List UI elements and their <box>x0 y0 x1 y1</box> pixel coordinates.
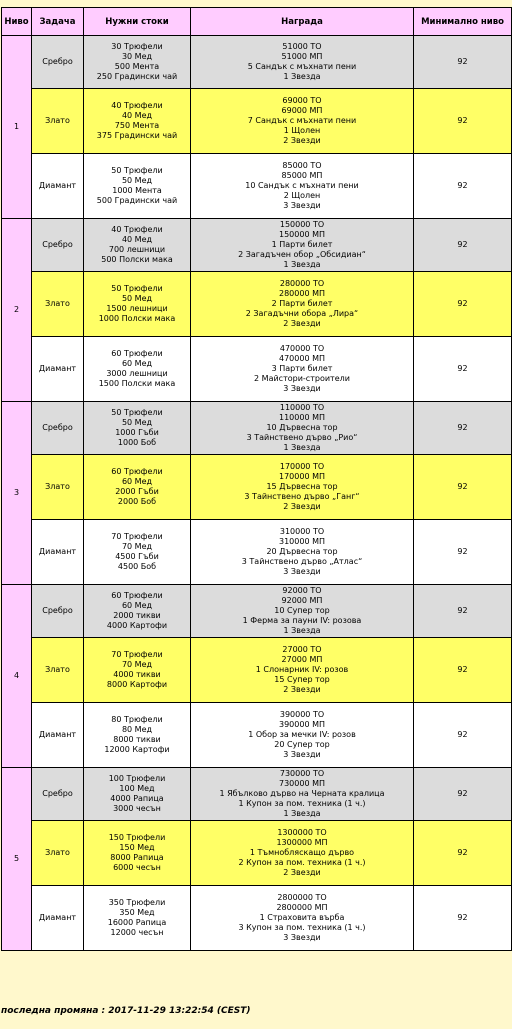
goods-line: 50 Трюфели <box>111 166 163 175</box>
goods-cell <box>84 89 191 154</box>
reward-cell <box>191 36 414 89</box>
goods-line: 80 Трюфели <box>111 715 163 724</box>
reward-line: 1 Парти билет <box>271 240 333 249</box>
min-level-cell: 92 <box>414 337 512 402</box>
goods-line: 50 Мед <box>121 418 153 427</box>
goods-line: 1000 Гъби <box>115 428 159 437</box>
reward-line: 85000 ТО <box>282 161 322 170</box>
reward-line: 1 Обор за мечки IV: розов <box>248 730 356 739</box>
reward-line: 69000 ТО <box>282 96 322 105</box>
reward-line: 2 Майстори-строители <box>254 374 350 383</box>
goods-line: 2000 тикви <box>113 611 161 620</box>
goods-cell <box>84 219 191 272</box>
min-level-cell: 92 <box>414 585 512 638</box>
task-cell: Диамант <box>32 337 84 402</box>
goods-line: 8000 тикви <box>113 735 161 744</box>
reward-line: 1 Слонарник IV: розов <box>255 665 349 674</box>
reward-line: 2800000 МП <box>276 903 328 912</box>
reward-cell <box>191 154 414 219</box>
reward-line: 20 Дървесна тор <box>266 547 338 556</box>
goods-line: 30 Мед <box>121 52 153 61</box>
min-level-cell: 92 <box>414 520 512 585</box>
reward-cell <box>191 703 414 768</box>
goods-cell <box>84 821 191 886</box>
goods-line: 350 Мед <box>119 908 155 917</box>
reward-line: 27000 ТО <box>282 645 322 654</box>
goods-line: 12000 чесън <box>110 928 164 937</box>
goods-cell <box>84 272 191 337</box>
reward-line: 1 Звезда <box>283 626 321 635</box>
reward-line: 280000 МП <box>279 289 325 298</box>
goods-line: 1500 лешници <box>106 304 168 313</box>
level-cell: 2 <box>2 219 32 402</box>
goods-line: 8000 Рапица <box>110 853 164 862</box>
reward-line: 15 Дървесна тор <box>266 482 338 491</box>
task-cell: Диамант <box>32 703 84 768</box>
reward-line: 2 Парти билет <box>271 299 333 308</box>
reward-line: 1 Ябълково дърво на Черната кралица <box>219 789 385 798</box>
reward-line: 110000 МП <box>279 413 325 422</box>
goods-line: 60 Мед <box>121 477 153 486</box>
goods-line: 6000 чесън <box>113 863 161 872</box>
goods-line: 30 Трюфели <box>111 42 163 51</box>
reward-line: 150000 МП <box>279 230 325 239</box>
reward-line: 3 Тайнствено дърво „Рио“ <box>246 433 358 442</box>
task-cell: Сребро <box>32 585 84 638</box>
reward-line: 1300000 ТО <box>277 828 327 837</box>
reward-cell <box>191 585 414 638</box>
goods-line: 500 Мента <box>114 62 160 71</box>
reward-line: 3 Парти билет <box>271 364 333 373</box>
reward-line: 51000 ТО <box>282 42 322 51</box>
min-level-cell: 92 <box>414 768 512 821</box>
table-body <box>2 36 512 951</box>
reward-line: 1 Звезда <box>283 72 321 81</box>
reward-line: 3 Тайнствено дърво „Ганг“ <box>244 492 360 501</box>
reward-cell <box>191 89 414 154</box>
header-reward: Награда <box>191 8 414 36</box>
table-row <box>2 886 512 951</box>
reward-line: 3 Звезди <box>283 933 321 942</box>
min-level-cell: 92 <box>414 89 512 154</box>
goods-cell <box>84 154 191 219</box>
min-level-cell: 92 <box>414 638 512 703</box>
goods-line: 50 Трюфели <box>111 284 163 293</box>
reward-line: 2 Звезди <box>283 136 321 145</box>
reward-cell <box>191 886 414 951</box>
goods-line: 750 Мента <box>114 121 160 130</box>
goods-line: 60 Мед <box>121 359 153 368</box>
reward-line: 15 Супер тор <box>274 675 330 684</box>
level-cell: 1 <box>2 36 32 219</box>
goods-line: 50 Трюфели <box>111 408 163 417</box>
reward-cell <box>191 219 414 272</box>
goods-line: 375 Градински чай <box>96 131 178 140</box>
reward-line: 10 Супер тор <box>274 606 330 615</box>
goods-line: 2000 Боб <box>117 497 157 506</box>
goods-line: 1000 Боб <box>117 438 157 447</box>
table-row <box>2 219 512 272</box>
goods-line: 40 Трюфели <box>111 225 163 234</box>
goods-cell <box>84 402 191 455</box>
goods-line: 4500 Боб <box>117 562 157 571</box>
min-level-cell: 92 <box>414 703 512 768</box>
last-modified: последна промяна : 2017-11-29 13:22:54 (CEST) <box>1 1006 251 1016</box>
reward-line: 2 Звезди <box>283 685 321 694</box>
table-row <box>2 821 512 886</box>
goods-line: 80 Мед <box>121 725 153 734</box>
reward-cell <box>191 638 414 703</box>
reward-line: 730000 ТО <box>279 769 325 778</box>
goods-line: 60 Мед <box>121 601 153 610</box>
reward-line: 7 Сандък с мъхнати пени <box>247 116 357 125</box>
goods-cell <box>84 337 191 402</box>
reward-line: 69000 МП <box>281 106 323 115</box>
level-cell: 3 <box>2 402 32 585</box>
reward-line: 3 Тайнствено дърво „Атлас“ <box>241 557 363 566</box>
reward-line: 2 Звезди <box>283 319 321 328</box>
reward-line: 51000 МП <box>281 52 323 61</box>
table-row <box>2 36 512 89</box>
table-row <box>2 402 512 455</box>
min-level-cell: 92 <box>414 821 512 886</box>
reward-line: 2 Щолен <box>283 191 321 200</box>
reward-line: 280000 ТО <box>279 279 325 288</box>
task-cell: Сребро <box>32 402 84 455</box>
reward-cell <box>191 402 414 455</box>
table-row <box>2 272 512 337</box>
table-row <box>2 585 512 638</box>
goods-line: 60 Трюфели <box>111 467 163 476</box>
reward-line: 1 Щолен <box>283 126 321 135</box>
reward-line: 170000 ТО <box>279 462 325 471</box>
task-cell: Диамант <box>32 520 84 585</box>
table-row <box>2 455 512 520</box>
reward-line: 10 Сандък с мъхнати пени <box>245 181 359 190</box>
reward-line: 2 Загадъчен обор „Обсидиан“ <box>238 250 366 259</box>
task-cell: Сребро <box>32 36 84 89</box>
reward-line: 1 Звезда <box>283 809 321 818</box>
header-row <box>2 8 512 36</box>
reward-cell <box>191 455 414 520</box>
table-row <box>2 89 512 154</box>
reward-line: 2800000 ТО <box>277 893 327 902</box>
reward-line: 390000 МП <box>279 720 325 729</box>
goods-line: 4000 тикви <box>113 670 161 679</box>
header-min-level: Минимално ниво <box>414 8 512 36</box>
goods-line: 150 Трюфели <box>108 833 166 842</box>
reward-line: 20 Супер тор <box>274 740 330 749</box>
reward-line: 2 Загадъчни обора „Лира“ <box>245 309 359 318</box>
reward-cell <box>191 337 414 402</box>
reward-cell <box>191 768 414 821</box>
reward-line: 92000 МП <box>281 596 323 605</box>
goods-line: 1000 Полски мака <box>98 314 176 323</box>
min-level-cell: 92 <box>414 886 512 951</box>
task-cell: Злато <box>32 638 84 703</box>
min-level-cell: 92 <box>414 36 512 89</box>
task-cell: Злато <box>32 272 84 337</box>
goods-line: 700 лешници <box>108 245 166 254</box>
reward-cell <box>191 272 414 337</box>
reward-line: 1 Ферма за пауни IV: розова <box>242 616 362 625</box>
goods-line: 8000 Картофи <box>106 680 168 689</box>
reward-cell <box>191 520 414 585</box>
reward-line: 2 Звезди <box>283 502 321 511</box>
task-cell: Злато <box>32 455 84 520</box>
goods-line: 60 Трюфели <box>111 591 163 600</box>
task-cell: Диамант <box>32 886 84 951</box>
level-cell: 4 <box>2 585 32 768</box>
reward-line: 5 Сандък с мъхнати пени <box>247 62 357 71</box>
goods-line: 3000 чесън <box>113 804 161 813</box>
min-level-cell: 92 <box>414 154 512 219</box>
goods-cell <box>84 36 191 89</box>
reward-line: 10 Дървесна тор <box>266 423 338 432</box>
reward-line: 110000 ТО <box>279 403 325 412</box>
goods-line: 150 Мед <box>119 843 155 852</box>
reward-line: 1 Страховита върба <box>259 913 345 922</box>
table-row <box>2 520 512 585</box>
goods-line: 70 Мед <box>121 660 153 669</box>
table-row <box>2 768 512 821</box>
reward-line: 3 Звезди <box>283 384 321 393</box>
goods-line: 60 Трюфели <box>111 349 163 358</box>
goods-line: 40 Мед <box>121 111 153 120</box>
level-cell: 5 <box>2 768 32 951</box>
goods-cell <box>84 768 191 821</box>
goods-line: 1500 Полски мака <box>98 379 176 388</box>
reward-line: 2 Купон за пом. техника (1 ч.) <box>238 858 366 867</box>
reward-line: 3 Звезди <box>283 567 321 576</box>
reward-line: 3 Звезди <box>283 750 321 759</box>
reward-line: 3 Купон за пом. техника (1 ч.) <box>238 923 366 932</box>
task-cell: Сребро <box>32 768 84 821</box>
reward-line: 2 Звезди <box>283 868 321 877</box>
task-cell: Злато <box>32 89 84 154</box>
header-task: Задача <box>32 8 84 36</box>
reward-cell <box>191 821 414 886</box>
goods-line: 70 Трюфели <box>111 532 163 541</box>
goods-line: 50 Мед <box>121 294 153 303</box>
goods-cell <box>84 520 191 585</box>
reward-line: 150000 ТО <box>279 220 325 229</box>
table-row <box>2 337 512 402</box>
goods-line: 100 Мед <box>119 784 155 793</box>
table-row <box>2 703 512 768</box>
goods-line: 4000 Рапица <box>110 794 164 803</box>
goods-cell <box>84 703 191 768</box>
reward-line: 1 Тъмнобляскащо дърво <box>249 848 355 857</box>
header-level: Ниво <box>2 8 32 36</box>
goods-line: 250 Градински чай <box>96 72 178 81</box>
goods-line: 2000 Гъби <box>115 487 159 496</box>
table-row <box>2 638 512 703</box>
goods-line: 70 Мед <box>121 542 153 551</box>
min-level-cell: 92 <box>414 455 512 520</box>
min-level-cell: 92 <box>414 272 512 337</box>
task-cell: Сребро <box>32 219 84 272</box>
goods-line: 40 Трюфели <box>111 101 163 110</box>
reward-line: 1 Купон за пом. техника (1 ч.) <box>238 799 366 808</box>
goods-line: 500 Градински чай <box>96 196 178 205</box>
reward-line: 3 Звезди <box>283 201 321 210</box>
reward-line: 470000 ТО <box>279 344 325 353</box>
goods-line: 3000 лешници <box>106 369 168 378</box>
goods-line: 50 Мед <box>121 176 153 185</box>
reward-line: 730000 МП <box>279 779 325 788</box>
goods-line: 100 Трюфели <box>108 774 166 783</box>
goods-line: 500 Полски мака <box>101 255 173 264</box>
reward-line: 92000 ТО <box>282 586 322 595</box>
goods-cell <box>84 455 191 520</box>
goods-line: 4000 Картофи <box>106 621 168 630</box>
table-row <box>2 154 512 219</box>
reward-line: 1 Звезда <box>283 260 321 269</box>
reward-line: 85000 МП <box>281 171 323 180</box>
reward-line: 27000 МП <box>281 655 323 664</box>
goods-cell <box>84 886 191 951</box>
header-goods: Нужни стоки <box>84 8 191 36</box>
reward-line: 310000 МП <box>279 537 325 546</box>
reward-line: 1300000 МП <box>276 838 328 847</box>
goods-cell <box>84 585 191 638</box>
task-cell: Злато <box>32 821 84 886</box>
reward-line: 170000 МП <box>279 472 325 481</box>
reward-line: 310000 ТО <box>279 527 325 536</box>
goods-line: 1000 Мента <box>112 186 162 195</box>
reward-line: 390000 ТО <box>279 710 325 719</box>
goods-line: 16000 Рапица <box>107 918 167 927</box>
task-cell: Диамант <box>32 154 84 219</box>
min-level-cell: 92 <box>414 219 512 272</box>
goods-line: 4500 Гъби <box>115 552 159 561</box>
goods-line: 70 Трюфели <box>111 650 163 659</box>
rewards-table <box>1 7 512 951</box>
goods-cell <box>84 638 191 703</box>
reward-line: 470000 МП <box>279 354 325 363</box>
min-level-cell: 92 <box>414 402 512 455</box>
reward-line: 1 Звезда <box>283 443 321 452</box>
goods-line: 40 Мед <box>121 235 153 244</box>
goods-line: 350 Трюфели <box>108 898 166 907</box>
goods-line: 12000 Картофи <box>104 745 170 754</box>
